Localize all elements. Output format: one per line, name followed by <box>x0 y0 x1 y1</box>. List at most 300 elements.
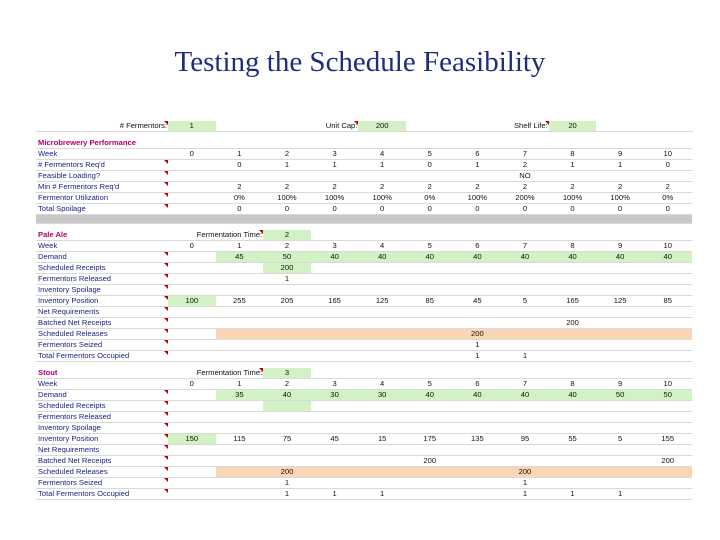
pale-ale-seized-row <box>36 340 692 351</box>
pale-ale-header: Pale Ale <box>36 230 168 241</box>
stout-occupied-row-cell <box>216 489 264 500</box>
pale-ale-seized-row-cell <box>501 340 549 351</box>
pale-ale-sched-receipts-row-cell <box>501 263 549 274</box>
stout-inventory-spoilage-row-cell <box>216 423 264 434</box>
pale-ale-inventory-spoilage-row-cell <box>406 285 454 296</box>
pale-ale-inventory-spoilage-row-cell <box>311 285 359 296</box>
stout-batched-row-cell: 200 <box>406 456 454 467</box>
stout-inventory-spoilage-row-cell <box>549 423 597 434</box>
pale-ale-fermentors-released-row-cell <box>454 274 502 285</box>
stout-inventory-spoilage-row-cell <box>406 423 454 434</box>
micro-week-row-cell: 7 <box>501 149 549 160</box>
stout-net-req-row-cell <box>549 445 597 456</box>
stout-occupied-row-cell: 1 <box>501 489 549 500</box>
pale-ale-occupied-row-cell <box>216 351 264 362</box>
micro-week-row <box>36 149 692 160</box>
pale-ale-inventory-position-row-cell: 205 <box>263 296 311 307</box>
pale-ale-occupied-row-cell <box>168 351 216 362</box>
stout-sched-receipts-row-cell <box>263 401 311 412</box>
pale-ale-week-row-cell: 9 <box>596 241 644 252</box>
spoilage-row-cell: 0 <box>216 204 264 215</box>
pale-ale-sched-receipts-row-cell <box>406 263 454 274</box>
stout-header: Stout <box>36 368 168 379</box>
stout-net-req-row-cell <box>311 445 359 456</box>
pale-ale-sched-receipts-row-cell: 200 <box>263 263 311 274</box>
pale-ale-demand-row-cell: 40 <box>501 252 549 263</box>
pale-ale-occupied-row-cell <box>406 351 454 362</box>
micro-week-row-cell: 3 <box>311 149 359 160</box>
feasible-row-cell <box>216 171 264 182</box>
micro-week-row-cell: 5 <box>406 149 454 160</box>
unit-cap-label: Unit Cap: <box>263 121 358 132</box>
pale-ale-fermentors-released-row-cell <box>311 274 359 285</box>
pale-ale-seized-row-cell <box>358 340 406 351</box>
pale-ale-batched-row-cell <box>168 318 216 329</box>
stout-sched-releases-row-cell <box>644 467 692 478</box>
stout-demand-row-cell: 50 <box>644 390 692 401</box>
stout-inventory-position-row-cell: 55 <box>549 434 597 445</box>
utilization-row-label: Fermentor Utilization <box>36 193 168 204</box>
min-fermentors-row-cell: 2 <box>454 182 502 193</box>
utilization-row-cell: 100% <box>454 193 502 204</box>
stout-fermentors-released-row-cell <box>311 412 359 423</box>
feasible-row-cell <box>311 171 359 182</box>
pale-ale-net-req-row-cell <box>168 307 216 318</box>
stout-inventory-spoilage-row-cell <box>596 423 644 434</box>
stout-fermentors-released-row-cell <box>168 412 216 423</box>
pale-ale-ferm-time-value: 2 <box>263 230 311 241</box>
stout-sched-receipts-row-cell <box>311 401 359 412</box>
pale-ale-fermentors-released-row-cell <box>406 274 454 285</box>
pale-ale-batched-row-cell <box>644 318 692 329</box>
pale-ale-week-row-cell: 6 <box>454 241 502 252</box>
stout-sched-receipts-row-cell <box>501 401 549 412</box>
stout-inventory-position-row-cell: 135 <box>454 434 502 445</box>
micro-header-row <box>36 138 692 149</box>
stout-fermentors-released-row-cell <box>263 412 311 423</box>
spoilage-row-cell: 0 <box>501 204 549 215</box>
utilization-row-cell: 0% <box>216 193 264 204</box>
pale-ale-inventory-position-row-label: Inventory Position <box>36 296 168 307</box>
pale-ale-sched-releases-row-cell: 200 <box>454 329 502 340</box>
pale-ale-seized-row-cell <box>168 340 216 351</box>
pale-ale-week-row-cell: 10 <box>644 241 692 252</box>
spoilage-row-cell: 0 <box>549 204 597 215</box>
stout-ferm-time-label: Fermentation Time: <box>168 368 263 379</box>
pale-ale-batched-row-cell <box>311 318 359 329</box>
pale-ale-inventory-spoilage-row-cell <box>501 285 549 296</box>
pale-ale-fermentors-released-row <box>36 274 692 285</box>
utilization-row-cell: 0% <box>644 193 692 204</box>
stout-occupied-row-cell <box>644 489 692 500</box>
pale-ale-inventory-position-row-cell: 125 <box>596 296 644 307</box>
pale-ale-fermentors-released-row-cell <box>358 274 406 285</box>
stout-batched-row-cell <box>263 456 311 467</box>
stout-seized-row-label: Fermentors Seized <box>36 478 168 489</box>
pale-ale-net-req-row <box>36 307 692 318</box>
pale-ale-seized-row-cell <box>644 340 692 351</box>
stout-demand-row-cell: 40 <box>501 390 549 401</box>
pale-ale-batched-row-cell <box>454 318 502 329</box>
stout-demand-row-cell: 40 <box>263 390 311 401</box>
fermentors-reqd-row-cell: 2 <box>501 160 549 171</box>
stout-sched-releases-row-label: Scheduled Releases <box>36 467 168 478</box>
stout-week-row-cell: 9 <box>596 379 644 390</box>
spoilage-row-cell: 0 <box>644 204 692 215</box>
stout-batched-row-cell <box>549 456 597 467</box>
pale-ale-inventory-position-row-cell: 85 <box>406 296 454 307</box>
cell <box>311 230 692 241</box>
fermentors-reqd-row-cell: 1 <box>596 160 644 171</box>
pale-ale-occupied-row-cell <box>596 351 644 362</box>
pale-ale-net-req-row-cell <box>644 307 692 318</box>
pale-ale-demand-row-cell: 40 <box>358 252 406 263</box>
pale-ale-sched-releases-row-cell <box>501 329 549 340</box>
stout-inventory-spoilage-row-cell <box>168 423 216 434</box>
pale-ale-net-req-row-cell <box>549 307 597 318</box>
stout-occupied-row-cell <box>168 489 216 500</box>
feasible-row-cell: NO <box>501 171 549 182</box>
pale-ale-demand-row-cell: 40 <box>596 252 644 263</box>
fermentors-reqd-row-cell: 0 <box>216 160 264 171</box>
spoilage-row-cell <box>168 204 216 215</box>
min-fermentors-row-cell: 2 <box>406 182 454 193</box>
spoilage-row-label: Total Spoilage <box>36 204 168 215</box>
min-fermentors-row-label: Min # Fermentors Req'd <box>36 182 168 193</box>
cell <box>311 368 692 379</box>
stout-week-row-cell: 4 <box>358 379 406 390</box>
feasible-row-label: Feasible Loading? <box>36 171 168 182</box>
min-fermentors-row-cell: 2 <box>263 182 311 193</box>
pale-ale-week-row-label: Week <box>36 241 168 252</box>
stout-sched-releases-row-cell <box>549 467 597 478</box>
pale-ale-demand-row-cell: 45 <box>216 252 264 263</box>
stout-demand-row <box>36 390 692 401</box>
feasible-row-cell <box>168 171 216 182</box>
stout-seized-row-cell <box>168 478 216 489</box>
stout-sched-receipts-row-cell <box>644 401 692 412</box>
pale-ale-week-row-cell: 4 <box>358 241 406 252</box>
feasible-row-cell <box>358 171 406 182</box>
pale-ale-occupied-row-label: Total Fermentors Occupied <box>36 351 168 362</box>
stout-sched-receipts-row-cell <box>168 401 216 412</box>
stout-batched-row-label: Batched Net Receipts <box>36 456 168 467</box>
stout-fermentors-released-row-cell <box>549 412 597 423</box>
pale-ale-demand-row-cell: 40 <box>549 252 597 263</box>
stout-inventory-spoilage-row <box>36 423 692 434</box>
stout-seized-row-cell <box>596 478 644 489</box>
pale-ale-batched-row-cell <box>596 318 644 329</box>
pale-ale-seized-row-cell <box>263 340 311 351</box>
shelf-life-value: 20 <box>549 121 597 132</box>
stout-week-row-cell: 0 <box>168 379 216 390</box>
pale-ale-seized-row-cell <box>406 340 454 351</box>
pale-ale-week-row-cell: 8 <box>549 241 597 252</box>
pale-ale-seized-row-cell: 1 <box>454 340 502 351</box>
feasible-row-cell <box>549 171 597 182</box>
pale-ale-demand-row-cell: 50 <box>263 252 311 263</box>
stout-demand-row-label: Demand <box>36 390 168 401</box>
stout-occupied-row-cell: 1 <box>549 489 597 500</box>
slide-title: Testing the Schedule Feasibility <box>174 46 546 78</box>
pale-ale-sched-receipts-row-cell <box>454 263 502 274</box>
min-fermentors-row-cell: 2 <box>311 182 359 193</box>
pale-ale-inventory-position-row-cell: 125 <box>358 296 406 307</box>
pale-ale-inventory-position-row-cell: 85 <box>644 296 692 307</box>
stout-inventory-position-row <box>36 434 692 445</box>
pale-ale-week-row <box>36 241 692 252</box>
stout-demand-row-cell: 30 <box>311 390 359 401</box>
stout-net-req-row-cell <box>358 445 406 456</box>
pale-ale-sched-releases-row-cell <box>596 329 644 340</box>
min-fermentors-row-cell: 2 <box>596 182 644 193</box>
pale-ale-net-req-row-cell <box>406 307 454 318</box>
utilization-row-cell: 100% <box>596 193 644 204</box>
pale-ale-net-req-row-cell <box>311 307 359 318</box>
min-fermentors-row-cell: 2 <box>644 182 692 193</box>
stout-batched-row <box>36 456 692 467</box>
pale-ale-inventory-spoilage-row-label: Inventory Spoilage <box>36 285 168 296</box>
stout-week-row-cell: 2 <box>263 379 311 390</box>
stout-inventory-position-row-cell: 5 <box>596 434 644 445</box>
micro-week-row-cell: 1 <box>216 149 264 160</box>
stout-week-row-cell: 7 <box>501 379 549 390</box>
pale-ale-batched-row-cell <box>406 318 454 329</box>
pale-ale-net-req-row-cell <box>501 307 549 318</box>
stout-ferm-time-value: 3 <box>263 368 311 379</box>
pale-ale-week-row-cell: 2 <box>263 241 311 252</box>
stout-net-req-row-cell <box>263 445 311 456</box>
pale-ale-inventory-spoilage-row-cell <box>549 285 597 296</box>
utilization-row-cell: 100% <box>311 193 359 204</box>
stout-inventory-spoilage-row-cell <box>263 423 311 434</box>
stout-sched-receipts-row <box>36 401 692 412</box>
stout-inventory-position-row-cell: 75 <box>263 434 311 445</box>
stout-fermentors-released-row-cell <box>358 412 406 423</box>
pale-ale-inventory-position-row-cell: 5 <box>501 296 549 307</box>
pale-ale-inventory-position-row-cell: 45 <box>454 296 502 307</box>
pale-ale-demand-row <box>36 252 692 263</box>
fermentors-reqd-row-cell <box>168 160 216 171</box>
stout-fermentors-released-row-cell <box>454 412 502 423</box>
pale-ale-inventory-spoilage-row-cell <box>168 285 216 296</box>
pale-ale-demand-row-cell: 40 <box>311 252 359 263</box>
stout-sched-releases-row-cell: 200 <box>501 467 549 478</box>
stout-fermentors-released-row-cell <box>596 412 644 423</box>
pale-ale-occupied-row-cell <box>358 351 406 362</box>
stout-sched-receipts-row-cell <box>358 401 406 412</box>
pale-ale-occupied-row <box>36 351 692 362</box>
stout-net-req-row <box>36 445 692 456</box>
stout-inventory-position-row-cell: 15 <box>358 434 406 445</box>
utilization-row-cell: 100% <box>358 193 406 204</box>
pale-ale-week-row-cell: 7 <box>501 241 549 252</box>
spoilage-row <box>36 204 692 215</box>
pale-ale-inventory-position-row-cell: 165 <box>311 296 359 307</box>
stout-batched-row-cell <box>596 456 644 467</box>
pale-ale-week-row-cell: 3 <box>311 241 359 252</box>
feasible-row-cell <box>454 171 502 182</box>
fermentors-label: # Fermentors: <box>36 121 168 132</box>
pale-ale-batched-row-label: Batched Net Receipts <box>36 318 168 329</box>
fermentors-reqd-row <box>36 160 692 171</box>
stout-week-row <box>36 379 692 390</box>
stout-seized-row-cell <box>216 478 264 489</box>
stout-occupied-row-cell <box>454 489 502 500</box>
stout-net-req-row-cell <box>596 445 644 456</box>
pale-ale-occupied-row-cell: 1 <box>454 351 502 362</box>
pale-ale-batched-row <box>36 318 692 329</box>
stout-seized-row-cell <box>454 478 502 489</box>
fermentors-reqd-row-cell: 1 <box>263 160 311 171</box>
cell <box>168 138 692 149</box>
pale-ale-sched-receipts-row-cell <box>216 263 264 274</box>
stout-net-req-row-cell <box>454 445 502 456</box>
pale-ale-fermentors-released-row-label: Fermentors Released <box>36 274 168 285</box>
feasible-row-cell <box>596 171 644 182</box>
stout-header-row <box>36 368 692 379</box>
stout-seized-row-cell <box>406 478 454 489</box>
micro-header: Microbrewery Performance <box>36 138 168 149</box>
stout-demand-row-cell: 40 <box>454 390 502 401</box>
stout-inventory-position-row-cell: 150 <box>168 434 216 445</box>
pale-ale-demand-row-cell: 40 <box>644 252 692 263</box>
unit-cap-value: 200 <box>358 121 406 132</box>
pale-ale-occupied-row-cell <box>549 351 597 362</box>
pale-ale-sched-receipts-row-cell <box>311 263 359 274</box>
stout-week-row-cell: 10 <box>644 379 692 390</box>
stout-inventory-spoilage-row-cell <box>501 423 549 434</box>
utilization-row-cell: 100% <box>263 193 311 204</box>
stout-inventory-position-row-cell: 45 <box>311 434 359 445</box>
spoilage-row-cell: 0 <box>406 204 454 215</box>
pale-ale-sched-releases-row-cell <box>406 329 454 340</box>
stout-inventory-spoilage-row-label: Inventory Spoilage <box>36 423 168 434</box>
stout-batched-row-cell <box>454 456 502 467</box>
pale-ale-demand-row-label: Demand <box>36 252 168 263</box>
utilization-row-cell: 0% <box>406 193 454 204</box>
pale-ale-inventory-spoilage-row-cell <box>216 285 264 296</box>
pale-ale-occupied-row-cell <box>644 351 692 362</box>
stout-seized-row-cell <box>358 478 406 489</box>
micro-week-row-cell: 6 <box>454 149 502 160</box>
micro-week-row-cell: 0 <box>168 149 216 160</box>
pale-ale-sched-releases-row <box>36 329 692 340</box>
stout-batched-row-cell: 200 <box>644 456 692 467</box>
min-fermentors-row-cell: 2 <box>501 182 549 193</box>
stout-seized-row-cell: 1 <box>501 478 549 489</box>
micro-week-row-cell: 4 <box>358 149 406 160</box>
pale-ale-inventory-spoilage-row-cell <box>263 285 311 296</box>
micro-week-row-label: Week <box>36 149 168 160</box>
fermentors-reqd-row-cell: 1 <box>311 160 359 171</box>
stout-inventory-position-row-label: Inventory Position <box>36 434 168 445</box>
stout-sched-releases-row-cell <box>454 467 502 478</box>
cell <box>216 121 264 132</box>
stout-seized-row-cell <box>311 478 359 489</box>
utilization-row <box>36 193 692 204</box>
pale-ale-net-req-row-cell <box>454 307 502 318</box>
stout-inventory-position-row-cell: 175 <box>406 434 454 445</box>
stout-occupied-row-cell: 1 <box>358 489 406 500</box>
spoilage-row-cell: 0 <box>596 204 644 215</box>
pale-ale-sched-receipts-row-cell <box>168 263 216 274</box>
pale-ale-seized-row-cell <box>549 340 597 351</box>
stout-demand-row-cell: 40 <box>549 390 597 401</box>
pale-ale-net-req-row-cell <box>596 307 644 318</box>
stout-occupied-row-cell: 1 <box>311 489 359 500</box>
pale-ale-sched-releases-row-cell <box>549 329 597 340</box>
pale-ale-ferm-time-label: Fermentation Time: <box>168 230 263 241</box>
stout-batched-row-cell <box>216 456 264 467</box>
pale-ale-net-req-row-cell <box>358 307 406 318</box>
stout-batched-row-cell <box>311 456 359 467</box>
stout-sched-receipts-row-cell <box>596 401 644 412</box>
pale-ale-week-row-cell: 5 <box>406 241 454 252</box>
stout-demand-row-cell <box>168 390 216 401</box>
pale-ale-net-req-row-cell <box>216 307 264 318</box>
pale-ale-occupied-row-cell: 1 <box>501 351 549 362</box>
stout-fermentors-released-row-cell <box>216 412 264 423</box>
pale-ale-inventory-position-row-cell: 165 <box>549 296 597 307</box>
stout-batched-row-cell <box>168 456 216 467</box>
stout-inventory-position-row-cell: 115 <box>216 434 264 445</box>
spoilage-row-cell: 0 <box>311 204 359 215</box>
pale-ale-sched-releases-row-cell <box>358 329 406 340</box>
stout-inventory-spoilage-row-cell <box>311 423 359 434</box>
schedule-grid <box>36 121 692 500</box>
pale-ale-sched-receipts-row-cell <box>549 263 597 274</box>
pale-ale-sched-receipts-row-cell <box>358 263 406 274</box>
pale-ale-sched-releases-row-cell <box>216 329 264 340</box>
stout-sched-receipts-row-cell <box>549 401 597 412</box>
stout-net-req-row-cell <box>644 445 692 456</box>
pale-ale-demand-row-cell: 40 <box>454 252 502 263</box>
pale-ale-batched-row-cell <box>358 318 406 329</box>
stout-inventory-spoilage-row-cell <box>358 423 406 434</box>
pale-ale-inventory-position-row-cell: 100 <box>168 296 216 307</box>
stout-sched-releases-row <box>36 467 692 478</box>
stout-week-row-cell: 3 <box>311 379 359 390</box>
pale-ale-inventory-spoilage-row <box>36 285 692 296</box>
pale-ale-sched-releases-row-cell <box>168 329 216 340</box>
pale-ale-net-req-row-cell <box>263 307 311 318</box>
min-fermentors-row-cell <box>168 182 216 193</box>
pale-ale-sched-receipts-row <box>36 263 692 274</box>
stout-net-req-row-cell <box>168 445 216 456</box>
fermentors-reqd-row-cell: 1 <box>358 160 406 171</box>
stout-net-req-row-cell <box>216 445 264 456</box>
pale-ale-batched-row-cell: 200 <box>549 318 597 329</box>
pale-ale-occupied-row-cell <box>263 351 311 362</box>
pale-ale-fermentors-released-row-cell: 1 <box>263 274 311 285</box>
fermentors-reqd-row-cell: 0 <box>644 160 692 171</box>
min-fermentors-row <box>36 182 692 193</box>
stout-occupied-row-cell <box>406 489 454 500</box>
pale-ale-seized-row-cell <box>596 340 644 351</box>
stout-seized-row-cell <box>549 478 597 489</box>
stout-sched-receipts-row-label: Scheduled Receipts <box>36 401 168 412</box>
stout-sched-receipts-row-cell <box>216 401 264 412</box>
stout-sched-releases-row-cell <box>311 467 359 478</box>
pale-ale-fermentors-released-row-cell <box>216 274 264 285</box>
micro-week-row-cell: 9 <box>596 149 644 160</box>
stout-seized-row-cell <box>644 478 692 489</box>
feasible-row <box>36 171 692 182</box>
feasible-row-cell <box>263 171 311 182</box>
fermentors-value: 1 <box>168 121 216 132</box>
stout-inventory-position-row-cell: 95 <box>501 434 549 445</box>
